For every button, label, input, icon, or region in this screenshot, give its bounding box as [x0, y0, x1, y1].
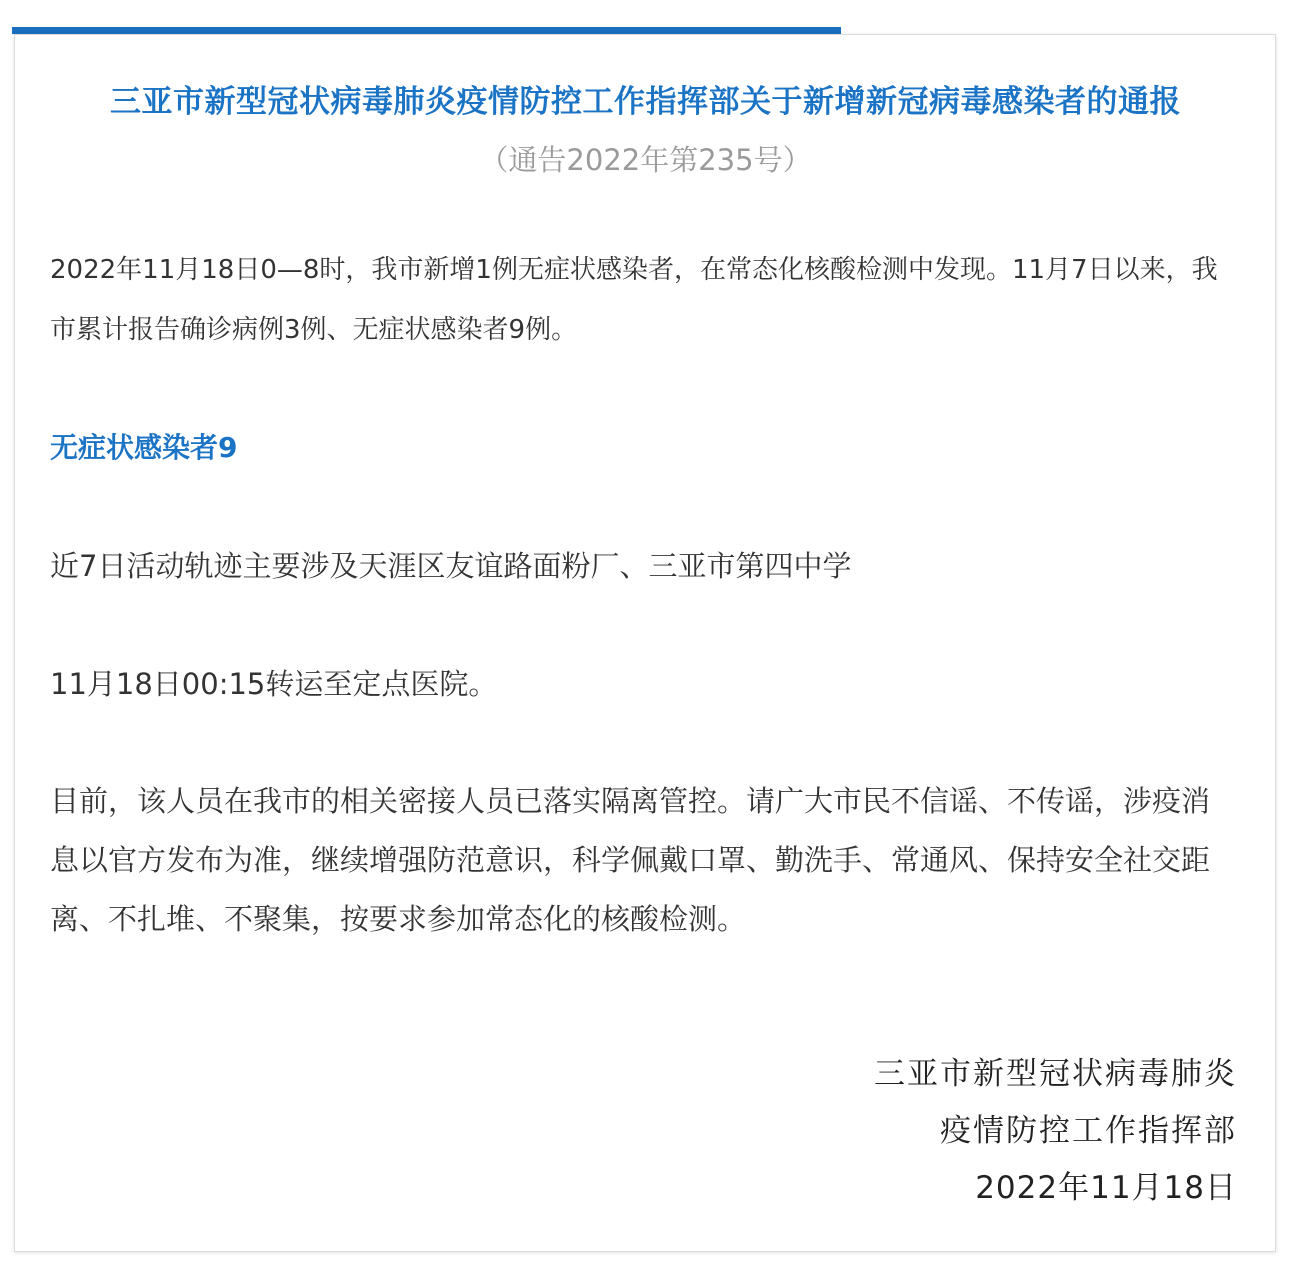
notice-paragraph: 目前，该人员在我市的相关密接人员已落实隔离管控。请广大市民不信谣、不传谣，涉疫消息以官方发布为准，继续增强防范意识，科学佩戴口罩、勤洗手、常通风、保持安全社交距离、不扎堆、不聚集，按要求参加常态化的核酸检测。 [50, 784, 1211, 936]
summary-paragraph: 2022年11月18日0—8时，我市新增1例无症状感染者，在常态化核酸检测中发现。11月7日以来，我市累计报告确诊病例3例、无症状感染者9例。 [50, 255, 1218, 345]
signature-org-line1: 三亚市新型冠状病毒肺炎 [874, 1056, 1237, 1092]
transfer-paragraph: 11月18日00:15转运至定点医院。 [50, 667, 498, 701]
notice-number: （通告2022年第235号） [479, 143, 812, 177]
page-title: 三亚市新型冠状病毒肺炎疫情防控工作指挥部关于新增新冠病毒感染者的通报 [110, 84, 1181, 120]
section-heading: 无症状感染者9 [50, 431, 238, 464]
trajectory-paragraph: 近7日活动轨迹主要涉及天涯区友谊路面粉厂、三亚市第四中学 [50, 549, 852, 583]
top-accent-bar [12, 27, 841, 34]
signature-date: 2022年11月18日 [975, 1170, 1237, 1206]
signature-org-line2: 疫情防控工作指挥部 [940, 1113, 1237, 1149]
